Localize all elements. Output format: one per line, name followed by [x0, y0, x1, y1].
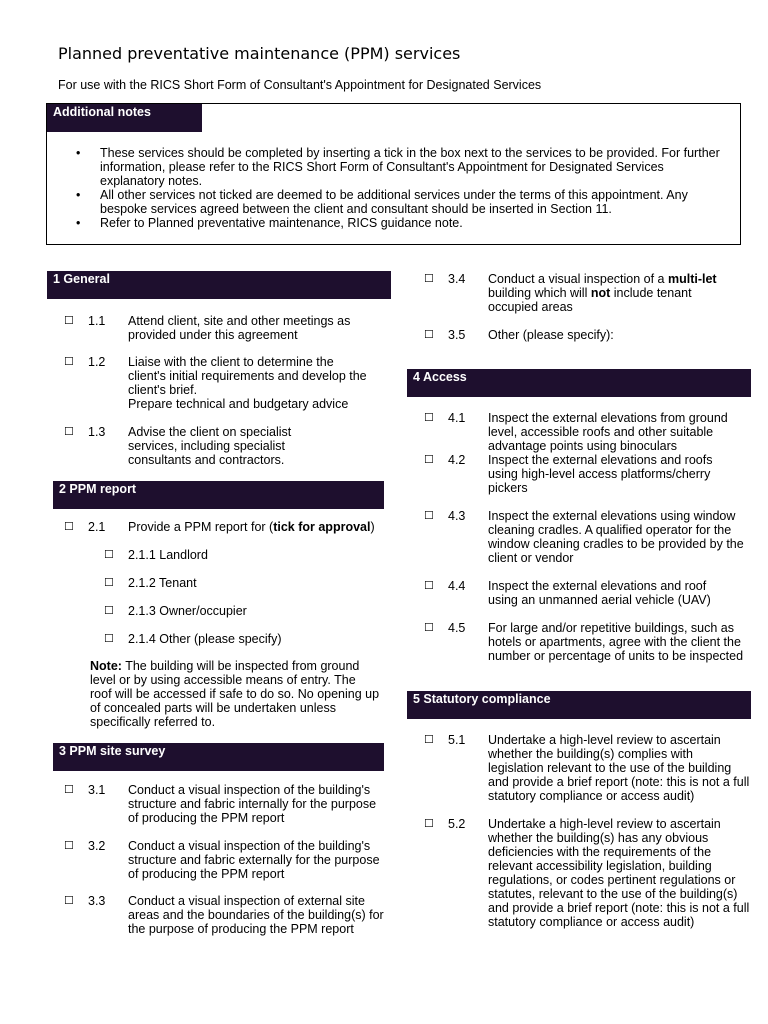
item-text: Conduct a visual inspection of the building's structure and fabric internally for the purpose of producing the PPM report	[128, 783, 377, 825]
item-text-end: )	[370, 520, 375, 534]
item-number: 3.3	[88, 894, 106, 908]
item-number: 4.4	[448, 579, 466, 593]
additional-notes-heading: Additional notes	[47, 104, 202, 132]
checkbox[interactable]: ☐	[424, 622, 434, 634]
note-text: The building will be inspected from ground level or by using accessible means of entry. The roof will be accessed if safe to do so. No opening up of concealed parts will be undertaken unless specifically referred to.	[90, 659, 380, 729]
item-number: 3.5	[448, 328, 466, 342]
item-text: Undertake a high-level review to ascertain whether the building(s) complies with legislation relevant to the use of the building and provide a brief report (note: this is not a full statutory compliance or access audit)	[488, 733, 750, 803]
item-number: 4.1	[448, 411, 466, 425]
item-text: Inspect the external elevations using window cleaning cradles. A qualified operator for the window cleaning cradles to be provided by the client or vendor	[488, 509, 744, 565]
checkbox[interactable]: ☐	[424, 273, 434, 285]
item-text: Undertake a high-level review to ascertain whether the building(s) has any obvious deficiencies with the requirements of the relevant accessibility legislation, building regulations, or codes pertinent regulations or statutes, relevant to the use of the building(s) and provide a brief report (note: this is not a full statutory compliance or access audit)	[488, 817, 750, 929]
section-heading-statutory: 5 Statutory compliance	[407, 691, 751, 719]
item-number: 1.1	[88, 314, 106, 328]
checkbox[interactable]: ☐	[64, 840, 74, 852]
checkbox[interactable]: ☐	[64, 356, 74, 368]
item-text: Conduct a visual inspection of the building's structure and fabric externally for the purpose of producing the PPM report	[128, 839, 380, 881]
item-number: 1.3	[88, 425, 106, 439]
checkbox[interactable]: ☐	[104, 605, 114, 617]
item-text: Other (please specify):	[488, 328, 614, 342]
item-number: 5.2	[448, 817, 466, 831]
sub-item-text: 2.1.4 Other (please specify)	[128, 632, 282, 646]
note-bullet: • Refer to Planned preventative maintenance, RICS guidance note.	[76, 216, 726, 230]
item-text: Inspect the external elevations from ground level, accessible roofs and other suitable advantage points using binoculars	[488, 411, 728, 453]
item-text: Inspect the external elevations and roofs using high-level access platforms/cherry pickers	[488, 453, 713, 495]
item-text: include tenant occupied areas	[488, 286, 692, 314]
checkbox[interactable]: ☐	[64, 426, 74, 438]
item-number: 2.1	[88, 520, 106, 534]
item-text: Attend client, site and other meetings as provided under this agreement	[128, 314, 351, 342]
item-number: 4.5	[448, 621, 466, 635]
item-text: building which will	[488, 286, 591, 300]
note-bullet: • These services should be completed by inserting a tick in the box next to the services to be provided. For further information, please refer to the RICS Short Form of Consultant's Appointment for Designated Services explanatory notes.	[76, 146, 726, 188]
section-heading-ppm-report: 2 PPM report	[53, 481, 384, 509]
checkbox[interactable]: ☐	[424, 329, 434, 341]
checkbox[interactable]: ☐	[424, 734, 434, 746]
item-text: Inspect the external elevations and roof using an unmanned aerial vehicle (UAV)	[488, 579, 711, 607]
item-text: Provide a PPM report for (	[128, 520, 274, 534]
sub-item-text: 2.1.1 Landlord	[128, 548, 208, 562]
item-number: 3.1	[88, 783, 106, 797]
sub-item-text: 2.1.3 Owner/occupier	[128, 604, 247, 618]
item-text-bold: multi-let	[667, 272, 717, 286]
note-bullet: • All other services not ticked are deemed to be additional services under the terms of this appointment. Any bespoke services agreed between the client and consultant should be inserted in Section 11.	[76, 188, 726, 216]
section-heading-access: 4 Access	[407, 369, 751, 397]
sub-item-text: 2.1.2 Tenant	[128, 576, 197, 590]
checkbox[interactable]: ☐	[424, 454, 434, 466]
section-heading-site-survey: 3 PPM site survey	[53, 743, 384, 771]
item-text: For large and/or repetitive buildings, such as hotels or apartments, agree with the client the number or percentage of units to be inspected	[488, 621, 744, 663]
checkbox[interactable]: ☐	[424, 818, 434, 830]
note-label: Note:	[90, 659, 122, 673]
additional-notes-list	[76, 146, 726, 230]
ppm-report-note	[90, 659, 380, 729]
checkbox[interactable]: ☐	[424, 412, 434, 424]
item-number: 4.3	[448, 509, 466, 523]
checkbox[interactable]: ☐	[64, 521, 74, 533]
checkbox[interactable]: ☐	[104, 633, 114, 645]
checkbox[interactable]: ☐	[424, 510, 434, 522]
checkbox[interactable]: ☐	[104, 549, 114, 561]
item-text: Conduct a visual inspection of a	[488, 272, 668, 286]
section-heading-general: 1 General	[47, 271, 391, 299]
item-text-bold: tick for approval	[273, 520, 371, 534]
page-subtitle: For use with the RICS Short Form of Consultant's Appointment for Designated Services	[58, 78, 542, 92]
item-text: Conduct a visual inspection of external site areas and the boundaries of the building(s) for the purpose of producing the PPM report	[128, 894, 384, 936]
item-number: 5.1	[448, 733, 466, 747]
item-number: 3.2	[88, 839, 106, 853]
checkbox[interactable]: ☐	[104, 577, 114, 589]
checkbox[interactable]: ☐	[64, 895, 74, 907]
item-text: Liaise with the client to determine the client's initial requirements and develop the client's brief.	[128, 355, 367, 397]
item-text-line2: Prepare technical and budgetary advice	[128, 397, 349, 411]
checkbox[interactable]: ☐	[424, 580, 434, 592]
item-number: 3.4	[448, 272, 466, 286]
item-number: 1.2	[88, 355, 106, 369]
item-text: Advise the client on specialist services, including specialist consultants and contractors.	[128, 425, 292, 467]
item-text-bold: not	[590, 286, 611, 300]
checkbox[interactable]: ☐	[64, 315, 74, 327]
item-number: 4.2	[448, 453, 466, 467]
checkbox[interactable]: ☐	[64, 784, 74, 796]
page-title: Planned preventative maintenance (PPM) services	[58, 44, 461, 63]
